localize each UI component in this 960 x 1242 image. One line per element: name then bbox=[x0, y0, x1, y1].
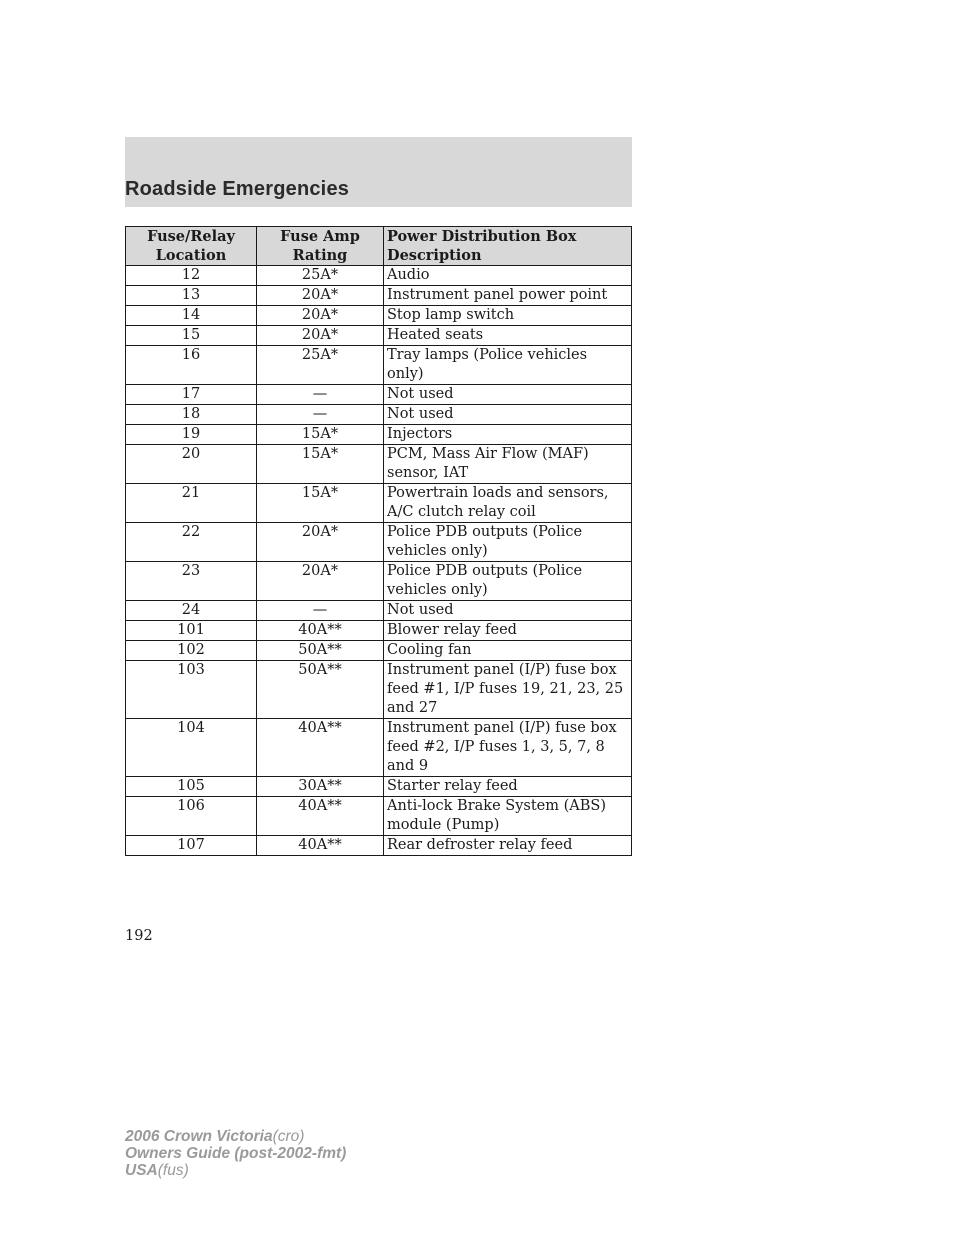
table-row bbox=[126, 346, 632, 385]
table-row bbox=[126, 777, 632, 797]
cell-location: 103 bbox=[126, 661, 257, 719]
cell-amp-rating: 20A* bbox=[257, 326, 384, 346]
cell-description: Instrument panel (I/P) fuse box feed #1, I/P fuses 19, 21, 23, 25 and 27 bbox=[384, 661, 632, 719]
cell-amp-rating: 25A* bbox=[257, 346, 384, 385]
footer-model: 2006 Crown Victoria bbox=[125, 1128, 273, 1145]
cell-location: 106 bbox=[126, 797, 257, 836]
footer-market: USA bbox=[125, 1162, 158, 1179]
table-row bbox=[126, 266, 632, 286]
cell-location: 20 bbox=[126, 445, 257, 484]
table-row bbox=[126, 445, 632, 484]
cell-amp-rating: 30A** bbox=[257, 777, 384, 797]
cell-amp-rating: 15A* bbox=[257, 425, 384, 445]
table-row bbox=[126, 641, 632, 661]
cell-amp-rating: 20A* bbox=[257, 286, 384, 306]
cell-location: 16 bbox=[126, 346, 257, 385]
cell-description: Audio bbox=[384, 266, 632, 286]
table-row bbox=[126, 523, 632, 562]
table-header-row bbox=[126, 227, 632, 266]
table-row bbox=[126, 601, 632, 621]
footer-line-2: Owners Guide (post-2002-fmt) bbox=[125, 1145, 347, 1162]
cell-location: 107 bbox=[126, 836, 257, 856]
cell-description: Police PDB outputs (Police vehicles only) bbox=[384, 523, 632, 562]
cell-location: 22 bbox=[126, 523, 257, 562]
cell-location: 18 bbox=[126, 405, 257, 425]
cell-location: 19 bbox=[126, 425, 257, 445]
column-header-location: Fuse/Relay Location bbox=[126, 227, 257, 266]
cell-description: Injectors bbox=[384, 425, 632, 445]
column-header-amp-rating: Fuse Amp Rating bbox=[257, 227, 384, 266]
table-row bbox=[126, 425, 632, 445]
cell-amp-rating: 50A** bbox=[257, 661, 384, 719]
table-row bbox=[126, 661, 632, 719]
table-row bbox=[126, 385, 632, 405]
cell-amp-rating: 40A** bbox=[257, 836, 384, 856]
cell-amp-rating: 20A* bbox=[257, 306, 384, 326]
cell-amp-rating: 15A* bbox=[257, 445, 384, 484]
cell-location: 13 bbox=[126, 286, 257, 306]
cell-amp-rating: — bbox=[257, 405, 384, 425]
table-row bbox=[126, 306, 632, 326]
cell-amp-rating: 15A* bbox=[257, 484, 384, 523]
column-header-description: Power Distribution Box Description bbox=[384, 227, 632, 266]
cell-description: PCM, Mass Air Flow (MAF) sensor, IAT bbox=[384, 445, 632, 484]
footer-line-1 bbox=[125, 1128, 346, 1145]
cell-amp-rating: 40A** bbox=[257, 719, 384, 777]
table-row bbox=[126, 797, 632, 836]
cell-description: Blower relay feed bbox=[384, 621, 632, 641]
cell-location: 14 bbox=[126, 306, 257, 326]
cell-description: Police PDB outputs (Police vehicles only) bbox=[384, 562, 632, 601]
cell-description: Not used bbox=[384, 601, 632, 621]
cell-location: 105 bbox=[126, 777, 257, 797]
cell-amp-rating: 40A** bbox=[257, 621, 384, 641]
cell-amp-rating: — bbox=[257, 385, 384, 405]
table-row bbox=[126, 326, 632, 346]
cell-description: Instrument panel power point bbox=[384, 286, 632, 306]
cell-amp-rating: 50A** bbox=[257, 641, 384, 661]
cell-location: 101 bbox=[126, 621, 257, 641]
cell-amp-rating: 40A** bbox=[257, 797, 384, 836]
cell-location: 21 bbox=[126, 484, 257, 523]
cell-location: 23 bbox=[126, 562, 257, 601]
cell-location: 15 bbox=[126, 326, 257, 346]
cell-amp-rating: 20A* bbox=[257, 562, 384, 601]
section-title: Roadside Emergencies bbox=[125, 178, 350, 200]
table-row bbox=[126, 484, 632, 523]
fuse-table bbox=[125, 226, 632, 856]
table-row bbox=[126, 286, 632, 306]
cell-description: Tray lamps (Police vehicles only) bbox=[384, 346, 632, 385]
table-row bbox=[126, 719, 632, 777]
cell-description: Cooling fan bbox=[384, 641, 632, 661]
document-footer bbox=[125, 1128, 346, 1179]
cell-description: Powertrain loads and sensors, A/C clutch relay coil bbox=[384, 484, 632, 523]
cell-location: 102 bbox=[126, 641, 257, 661]
cell-amp-rating: 25A* bbox=[257, 266, 384, 286]
footer-market-code: (fus) bbox=[157, 1162, 189, 1179]
page-number: 192 bbox=[125, 928, 153, 944]
fuse-table-body bbox=[126, 266, 632, 856]
cell-description: Rear defroster relay feed bbox=[384, 836, 632, 856]
footer-model-code: (cro) bbox=[272, 1128, 305, 1145]
cell-description: Stop lamp switch bbox=[384, 306, 632, 326]
table-row bbox=[126, 562, 632, 601]
table-row bbox=[126, 621, 632, 641]
cell-description: Anti-lock Brake System (ABS) module (Pump) bbox=[384, 797, 632, 836]
cell-amp-rating: — bbox=[257, 601, 384, 621]
table-row bbox=[126, 405, 632, 425]
cell-description: Not used bbox=[384, 385, 632, 405]
cell-description: Not used bbox=[384, 405, 632, 425]
cell-description: Heated seats bbox=[384, 326, 632, 346]
cell-location: 104 bbox=[126, 719, 257, 777]
cell-description: Starter relay feed bbox=[384, 777, 632, 797]
cell-description: Instrument panel (I/P) fuse box feed #2, I/P fuses 1, 3, 5, 7, 8 and 9 bbox=[384, 719, 632, 777]
cell-location: 12 bbox=[126, 266, 257, 286]
table-row bbox=[126, 836, 632, 856]
footer-line-3 bbox=[125, 1162, 346, 1179]
cell-location: 24 bbox=[126, 601, 257, 621]
cell-location: 17 bbox=[126, 385, 257, 405]
cell-amp-rating: 20A* bbox=[257, 523, 384, 562]
